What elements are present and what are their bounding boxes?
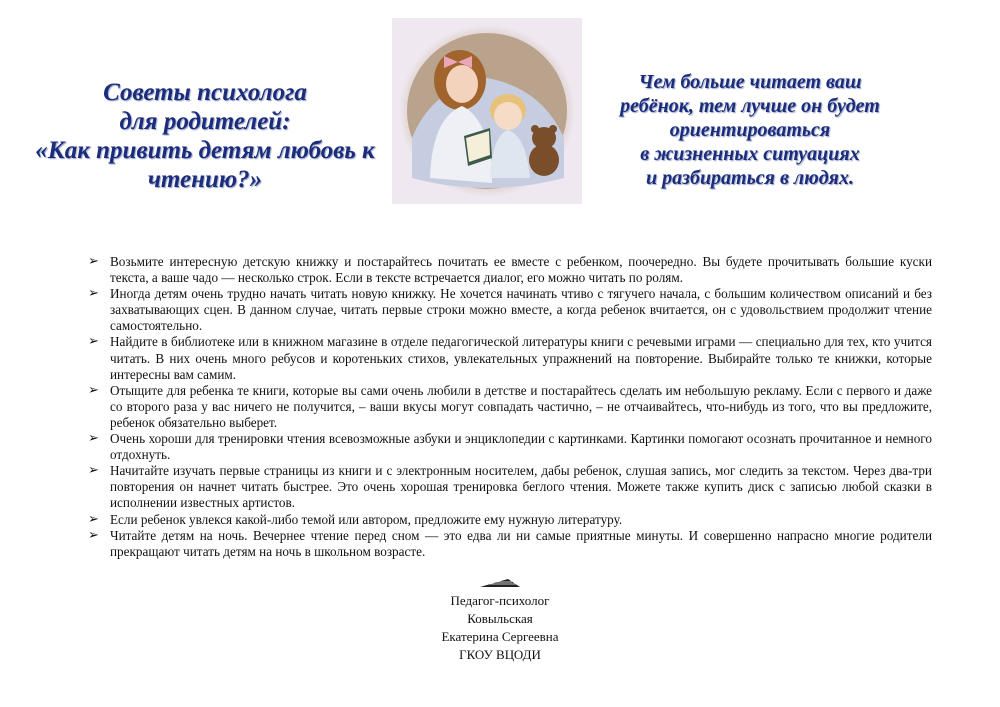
title-line: чтению?» bbox=[147, 166, 263, 193]
bullet-arrow-icon: ➢ bbox=[88, 463, 99, 479]
page-title bbox=[20, 78, 390, 194]
quote-line: и разбираться в людях. bbox=[646, 167, 854, 189]
quote-line: ребёнок, тем лучше он будет bbox=[620, 95, 880, 117]
signature-line: Педагог-психолог bbox=[450, 593, 550, 608]
list-item bbox=[88, 334, 932, 382]
tip-text: Отыщите для ребенка те книги, которые вы сами очень любили в детстве и постарайтесь сделать им небольшую рекламу. Если с первого и даже со второго раза у вас ничего не получится, – ваши вкусы могут совпадать частично, – не отчаивайтесь, что-нибудь из того, что вы предложите, ребенок обязательно выберет. bbox=[110, 382, 932, 430]
tip-text: Очень хороши для тренировки чтения всевозможные азбуки и энциклопедии с картинками. Картинки помогают осознать прочитанное и немного отдохнуть. bbox=[110, 431, 932, 463]
quote-line: ориентироваться bbox=[669, 119, 831, 141]
quote-text bbox=[600, 70, 900, 190]
signature-line: Ковыльская bbox=[467, 611, 533, 626]
tips-list bbox=[88, 254, 932, 560]
bullet-arrow-icon: ➢ bbox=[88, 334, 99, 350]
signature-block bbox=[380, 578, 620, 664]
bullet-arrow-icon: ➢ bbox=[88, 511, 99, 527]
list-item bbox=[88, 528, 932, 560]
list-item bbox=[88, 254, 932, 286]
list-item bbox=[88, 463, 932, 511]
bullet-arrow-icon: ➢ bbox=[88, 527, 99, 543]
title-line: для родителей: bbox=[119, 108, 291, 135]
tip-text: Найдите в библиотеке или в книжном магазине в отделе педагогической литературы книги с речевыми играми — специально для тех, кто учится читать. В них очень много ребусов и коротеньких стихов, увлекательных упражнений на повторение. Выбирайте только те книжки, которые интересны вам самим. bbox=[110, 334, 932, 382]
tip-text: Возьмите интересную детскую книжку и постарайтесь почитать ее вместе с ребенком, поочередно. Вы будете прочитывать большие куски текста, а ваше чадо — несколько строк. Если в тексте встречается диалог, его можно читать по ролям. bbox=[110, 254, 932, 286]
list-item bbox=[88, 431, 932, 463]
signature-mark-icon bbox=[478, 578, 522, 588]
list-item bbox=[88, 512, 932, 528]
tip-text: Если ребенок увлекся какой-либо темой или автором, предложите ему нужную литературу. bbox=[110, 511, 623, 527]
bullet-arrow-icon: ➢ bbox=[88, 254, 99, 269]
tip-text: Читайте детям на ночь. Вечернее чтение перед сном — это едва ли ни самые приятные минуты. И совершенно напрасно многие родители прекращают читать детям на ночь в школьном возрасте. bbox=[110, 527, 932, 559]
bullet-arrow-icon: ➢ bbox=[88, 286, 99, 302]
quote-line: Чем больше читает ваш bbox=[638, 71, 862, 93]
signature-line: ГКОУ ВЦОДИ bbox=[459, 647, 541, 662]
reading-children-icon bbox=[392, 18, 582, 204]
title-line: «Как привить детям любовь к bbox=[35, 137, 375, 164]
reading-children-illustration bbox=[392, 18, 582, 204]
quote-line: в жизненных ситуациях bbox=[640, 143, 860, 165]
tip-text: Иногда детям очень трудно начать читать новую книжку. Не хочется начинать чтиво с тягучего начала, с большим количеством описаний и без захватывающих сцен. В данном случае, читать первые строки можно вместе, а когда ребенок вчитается, он с удовольствием продолжит чтение самостоятельно. bbox=[110, 286, 932, 334]
list-item bbox=[88, 286, 932, 334]
title-line: Советы психолога bbox=[103, 79, 307, 106]
bullet-arrow-icon: ➢ bbox=[88, 431, 99, 447]
list-item bbox=[88, 383, 932, 431]
signature-line: Екатерина Сергеевна bbox=[441, 629, 559, 644]
tip-text: Начитайте изучать первые страницы из книги и с электронным носителем, дабы ребенок, слушая запись, мог следить за текстом. Через два-три повторения он начнет читать быстрее. Это очень хорошая тренировка беглого чтения. Можете также купить диск с записью любой сказки в исполнении известных артистов. bbox=[110, 463, 932, 511]
bullet-arrow-icon: ➢ bbox=[88, 382, 99, 398]
